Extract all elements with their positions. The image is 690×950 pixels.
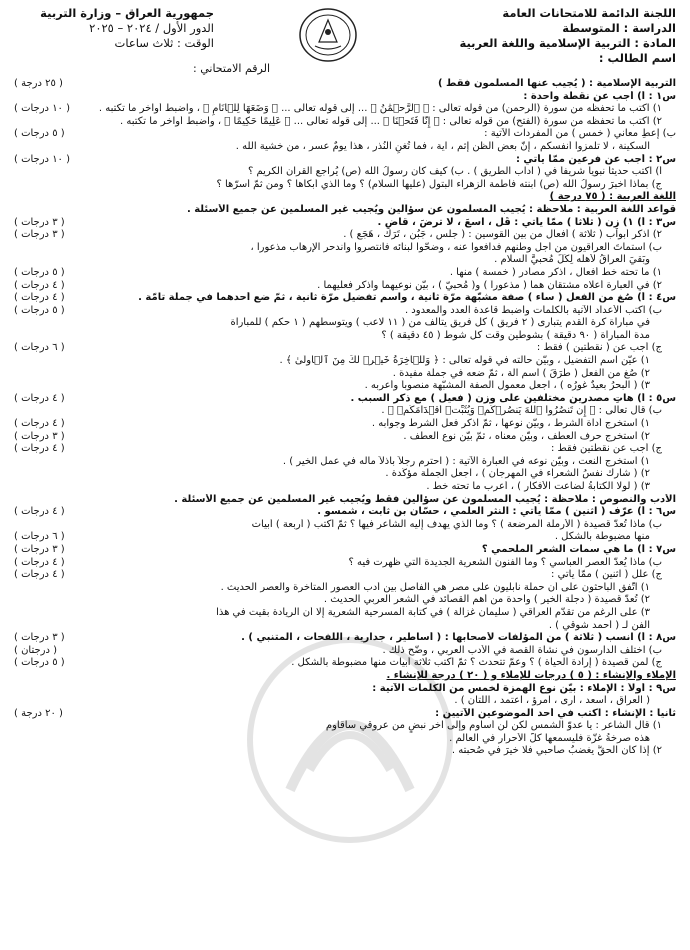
marks-label: ( ٤ درجات ) xyxy=(14,569,65,581)
question-line xyxy=(10,380,680,393)
marks-label: ( ٤ درجات ) xyxy=(14,443,65,455)
marks-label: ( ٣ درجات ) xyxy=(14,229,65,241)
question-text: ج) بماذا أخبرَ رسولُ الله (ص) ابنته فاطمة الزهراء البتول (عليها السلام) ؟ وما الذي أبكاها ؟ ومن ثمّ أسرّها ؟ xyxy=(216,178,662,190)
question-line xyxy=(10,368,680,381)
question-line xyxy=(10,569,680,582)
question-line xyxy=(10,632,680,645)
question-text: ب) إعطِ معاني ( خمس ) من المفردات الآتية : xyxy=(484,128,676,140)
question-line xyxy=(10,267,680,280)
question-text: ٢) ( شارك نفسُ الشعراء في المهرجان ) ، اجعل الجملة مؤكّدة . xyxy=(385,468,650,480)
question-text: ٢) استخرج حرف العطف ، وبيّن معناه ، ثمّ بيّن نوع العطف . xyxy=(403,430,650,442)
question-line xyxy=(10,733,680,746)
question-line xyxy=(10,645,680,658)
marks-label: ( ٣ درجات ) xyxy=(14,632,65,644)
marks-label: ( ١٠ درجات ) xyxy=(14,103,71,115)
question-text: التربية الإسلامية : ( يُجيب عنها المسلمون فقط ) xyxy=(437,78,676,89)
question-line xyxy=(10,695,680,708)
question-text: ١) استخرج أداة الشرط ، وبيّن نوعها ، ثمّ اذكر فعل الشرط وجوابه . xyxy=(371,418,650,430)
marks-label: ( ٥ درجات ) xyxy=(14,128,65,140)
question-line xyxy=(10,355,680,368)
question-line xyxy=(10,103,680,116)
question-text: ٢) إذا كان الحقُّ يغضبُ صاحبي فلا خيرَ في صُحبته . xyxy=(451,745,662,757)
marks-label: ( ٦ درجات ) xyxy=(14,531,65,543)
marks-label: ( ٢٥ درجة ) xyxy=(14,78,63,89)
question-line xyxy=(10,494,680,507)
marks-label: ( ٣ درجات ) xyxy=(14,543,65,555)
question-line xyxy=(10,166,680,179)
subject-name: المادة : التربية الإسلامية واللغة العربية xyxy=(459,36,676,50)
question-text: س١ : أ) أجب عن نقطة واحدة : xyxy=(523,90,676,102)
marks-label: ( ١٠ درجات ) xyxy=(14,153,71,165)
marks-label: ( ٥ درجات ) xyxy=(14,657,65,669)
question-line xyxy=(10,242,680,255)
question-line xyxy=(10,620,680,633)
question-line xyxy=(10,720,680,733)
study-level: الدراسة : المتوسطة xyxy=(562,21,676,35)
question-text: ١) اكتب ما تحفظه من سورة (الرحمن) من قوله تعالى : ﴿ ٱلرَّحۡمَٰنُ ﴾ ... إلى قوله تعالى ... ﴿ وَضَعَهَا لِلۡأَنَامِ ﴾ ، واضبط أواخر ما تكتبه . xyxy=(98,103,662,115)
question-text: منها مضبوطة بالشكل . xyxy=(554,531,650,543)
question-text: في مباراة كرة القدم يتبارى ( ٢ فريق ) كل فريق يتألّف من ( ١١ لاعب ) ويتوسطهم ( ١ حكم ) للمباراة xyxy=(230,317,650,329)
question-line xyxy=(10,544,680,557)
question-text: ٣) على الرغم من تقدّم العراقي ( سليمان غزالة ) في كتابة المسرحية الشعرية إلّا أن الريادة بقيت في هذا xyxy=(216,606,650,618)
question-line xyxy=(10,305,680,318)
marks-label: ( ٤ درجات ) xyxy=(14,292,65,304)
question-line xyxy=(10,519,680,532)
question-line xyxy=(10,292,680,305)
question-text: هذه صرخةُ غزّة فليسمعها كلُّ الأحرار في العالم . xyxy=(449,732,650,744)
question-text: ب) ماذا تُعدّ قصيدة ( الأرملة المرضعة ) ؟ وما الذي يهدف إليه الشاعر فيها ؟ ثمّ اكتب ( أربعة ) أبيات xyxy=(251,518,662,530)
question-line xyxy=(10,418,680,431)
question-line xyxy=(10,745,680,758)
question-text: ٢) صُغ من الفعل ( طَرَقَ ) اسم آلة ، ثمّ ضعه في جملة مفيدة . xyxy=(392,367,650,379)
question-text: س٤ : أ) صُغ من الفعل ( ساء ) صفة مشبّهة مرّة ثانية ، واسم تفضيل مرّة ثانية ، ثمّ ضع أحدهما في جملة تامّة . xyxy=(138,292,676,304)
question-text: ١) ما تحته خط أفعال ، اذكر مصادر ( خمسة ) منها . xyxy=(449,266,662,278)
question-line xyxy=(10,607,680,620)
question-text: ج) علّل ( اثنين ) ممّا يأتي : xyxy=(551,569,662,581)
marks-label: ( ٤ درجات ) xyxy=(14,506,65,518)
question-text: ٢) تُعدّ قصيدة ( دجلة الخير ) واحدة من أهم القصائد في الشعر العربي الحديث . xyxy=(323,594,650,606)
question-text: ( العراق ، اسعد ، ارى ، امرؤ ، اعتمد ، اللتان ) . xyxy=(454,695,650,707)
question-line xyxy=(10,154,680,167)
question-text: ١) استخرج النعت ، وبيّن نوعه في العبارة الآتية : ( احترم رجلاً باذلاً ماله في عمل الخير ) . xyxy=(282,455,650,467)
question-text: س٩ : أولاً : الإملاء : بيّن نوع الهمزة لخمس من الكلمات الآتية : xyxy=(372,682,676,694)
question-text: ج) أجب عن نقطتين فقط : xyxy=(550,443,662,455)
question-text: اللغة العربية : ( ٧٥ درجة ) xyxy=(549,191,676,203)
question-line xyxy=(10,468,680,481)
question-text: ب) قال تعالى : ﴿ إِن تَنصُرُواْ ٱللَّهَ يَنصُرۡكُمۡ وَيُثَبِّتۡ أَقۡدَامَكُمۡ ﴾ . xyxy=(381,405,662,417)
question-line xyxy=(10,393,680,406)
question-line xyxy=(10,91,680,104)
marks-label: ( ٥ درجات ) xyxy=(14,304,65,316)
header-ministry-block xyxy=(14,6,214,51)
marks-label: ( ٦ درجات ) xyxy=(14,342,65,354)
question-text: ٢) اكتب ما تحفظه من سورة (الفتح) من قوله تعالى : ﴿ إِنَّا فَتَحۡنَا ﴾ ... إلى قوله تعالى ... ﴿ عَلِيمًا حَكِيمًا ﴾ ، واضبط أواخر ما تكتبه . xyxy=(119,115,662,127)
question-text: ٣) ( البحرُ بعيدٌ غورُه ) ، اجعل معمول الصفة المشبّهة منصوباً وأعربه . xyxy=(364,380,650,392)
marks-label: ( ٥ درجات ) xyxy=(14,266,65,278)
question-line xyxy=(10,116,680,129)
header-committee-block xyxy=(406,6,676,66)
question-line xyxy=(10,229,680,242)
question-text: ١) عيّن اسم التفضيل ، وبيّن حالته في قوله تعالى : ﴿ وَلَلۡأٓخِرَةُ خَيۡرٞ لَّكَ مِنَ ٱلۡأُولَىٰ ﴾ . xyxy=(279,355,650,367)
ministry-name: جمهورية العراق – وزارة التربية xyxy=(40,6,214,20)
question-text: س٧ : أ) ما هي سمات الشعر الملحمي ؟ xyxy=(481,543,676,555)
question-line xyxy=(10,141,680,154)
question-text: ١) اتّفق الباحثون على أن حملة نابليون على مصر هي الفاصل بين أدب العصور المتأخرة والعصر الحديث . xyxy=(220,581,650,593)
question-line xyxy=(10,78,680,91)
question-line xyxy=(10,280,680,293)
question-text: ب) اكتب الأعداد الآتية بالكلمات واضبط قاعدة العدد والمعدود . xyxy=(404,304,662,316)
question-text: ٣) ( لولا الكتابةُ لضاعت الأفكار ) ، أعرب ما تحته خط . xyxy=(426,481,650,492)
marks-label: ( ٢٠ درجة ) xyxy=(14,707,63,719)
question-text: س٦ : أ) عرّف ( اثنين ) ممّا يأتي : النثر العلمي ، حسّان بن ثابت ، شمسو . xyxy=(317,506,676,518)
question-text: ج) أجب عن ( نقطتين ) فقط : xyxy=(536,342,662,354)
question-text: س٣ : أ) ١) زِن ( ثلاثاً ) ممّا يأتي : قُل ، اسعَ ، لا ترضَ ، قاضٍ . xyxy=(377,216,676,228)
question-line xyxy=(10,431,680,444)
question-text: س٢ : أجب عن فرعين ممّا يأتي : xyxy=(515,153,676,165)
marks-label: ( درجتان ) xyxy=(14,644,58,656)
student-name-label: اسم الطالب : xyxy=(598,51,676,65)
question-text: وبَقيَ العراقُ لأهله لِكُلٍّ مُحبيَّ السلام . xyxy=(494,254,650,266)
question-line xyxy=(10,128,680,141)
question-text: ثانياً : الإنشاء : اكتب في أحد الموضوعين الآتيين : xyxy=(435,707,676,719)
question-line xyxy=(10,708,680,721)
exam-number-label: الرقم الامتحاني : xyxy=(193,62,270,75)
exam-questions xyxy=(10,78,680,758)
question-line xyxy=(10,179,680,192)
exam-round: الدور الأول / ٢٠٢٤ – ٢٠٢٥ xyxy=(89,21,214,35)
question-text: مدة المباراة ( ٩٠ دقيقة ) بشوطين وقت كل شوط ( ٤٥ دقيقة ) ؟ xyxy=(381,329,650,341)
question-text: الإملاء والإنشاء : ( ٥ ) درجات للإملاء و ( ٢٠ ) درجة للإنشاء . xyxy=(386,669,676,681)
exam-time: الوقت : ثلاث ساعات xyxy=(114,36,214,50)
question-text: الأدب والنصوص : ملاحظة : يُجيب المسلمون عن سؤالين فقط ويُجيب غير المسلمين عن جميع الأسئلة . xyxy=(174,493,676,505)
question-line xyxy=(10,582,680,595)
ministry-seal-icon xyxy=(297,6,359,64)
question-text: ٢) اذكر أبواب ( ثلاثة ) أفعال من بين القوسين : ( جلس ، جَبُن ، تَرَك ، هَجَع ) . xyxy=(343,229,662,241)
marks-label: ( ٤ درجات ) xyxy=(14,279,65,291)
question-line xyxy=(10,204,680,217)
question-text: ١) قال الشاعر : يا عدوّ الشمس لكن لن أساوم وإلى آخر نبضٍ من عروقي سأقاوم xyxy=(325,720,662,732)
question-text: أ) اكتب حديثاً نبوياً شريفاً في ( آداب الطريق ) . ب) كيف كان رسولُ الله (ص) يُراجع القرآن الكريم ؟ xyxy=(247,166,662,178)
question-text: الفن لـ ( أحمد شوقي ) . xyxy=(548,619,650,631)
question-text: ب) استماتَ العراقيون من أجل وطنهم فدافعوا عنه ، وضحّوا لبنائه فانتصروا واندحر الإرهاب مذعوراً ، xyxy=(250,241,662,253)
question-text: ب) ماذا يُعدّ العصر العباسي ؟ وما الفنون الشعرية الجديدة التي ظهرت فيه ؟ xyxy=(348,556,662,568)
question-line xyxy=(10,506,680,519)
question-text: س٨ : أ) انسب ( ثلاثة ) من المؤلفات لأصحابها : ( أساطير ، جدارية ، اللفحات ، المتنبي ) . xyxy=(241,632,676,644)
question-line xyxy=(10,531,680,544)
question-line xyxy=(10,594,680,607)
question-text: قواعد اللغة العربية : ملاحظة : يُجيب المسلمون عن سؤالين ويُجيب غير المسلمين عن جميع الأسئلة . xyxy=(186,203,676,215)
marks-label: ( ٤ درجات ) xyxy=(14,418,65,430)
question-text: السكينة ، لا تلمزوا أنفسكم ، إنّ بعض الظن إثم ، آية ، فما تُغنِ النُذر ، هذا يومٌ عسر ، من خشية الله . xyxy=(235,140,650,152)
question-text: ب) اختلف الدارسون في نشأة القصة في الأدب العربي ، وضّح ذلك . xyxy=(382,644,662,656)
question-line xyxy=(10,342,680,355)
marks-label: ( ٤ درجات ) xyxy=(14,392,65,404)
question-line xyxy=(10,456,680,469)
question-line xyxy=(10,443,680,456)
marks-label: ( ٤ درجات ) xyxy=(14,556,65,568)
question-line xyxy=(10,254,680,267)
question-line xyxy=(10,217,680,230)
marks-label: ( ٣ درجات ) xyxy=(14,430,65,442)
question-line xyxy=(10,657,680,670)
question-line xyxy=(10,405,680,418)
question-line xyxy=(10,317,680,330)
question-line xyxy=(10,191,680,204)
question-line xyxy=(10,670,680,683)
question-line xyxy=(10,481,680,494)
question-text: ٢) في العبارة أعلاه مشتقان هما ( مذعوراً ) و( مُحبيّ ) ، بيّن نوعيهما واذكر فعليهما . xyxy=(317,279,662,291)
committee-name: اللجنة الدائمة للامتحانات العامة xyxy=(502,6,676,20)
question-line xyxy=(10,330,680,343)
question-line xyxy=(10,683,680,696)
question-line xyxy=(10,557,680,570)
question-text: ج) لمن قصيدة ( إرادة الحياة ) ؟ وعمّ تتحدث ؟ ثمّ اكتب ثلاثة أبيات منها مضبوطة بالشكل . xyxy=(291,657,662,669)
marks-label: ( ٣ درجات ) xyxy=(14,216,65,228)
question-text: س٥ : أ) هاتِ مصدرين مختلفين على وزن ( فعيل ) مع ذكر السبب . xyxy=(350,392,676,404)
